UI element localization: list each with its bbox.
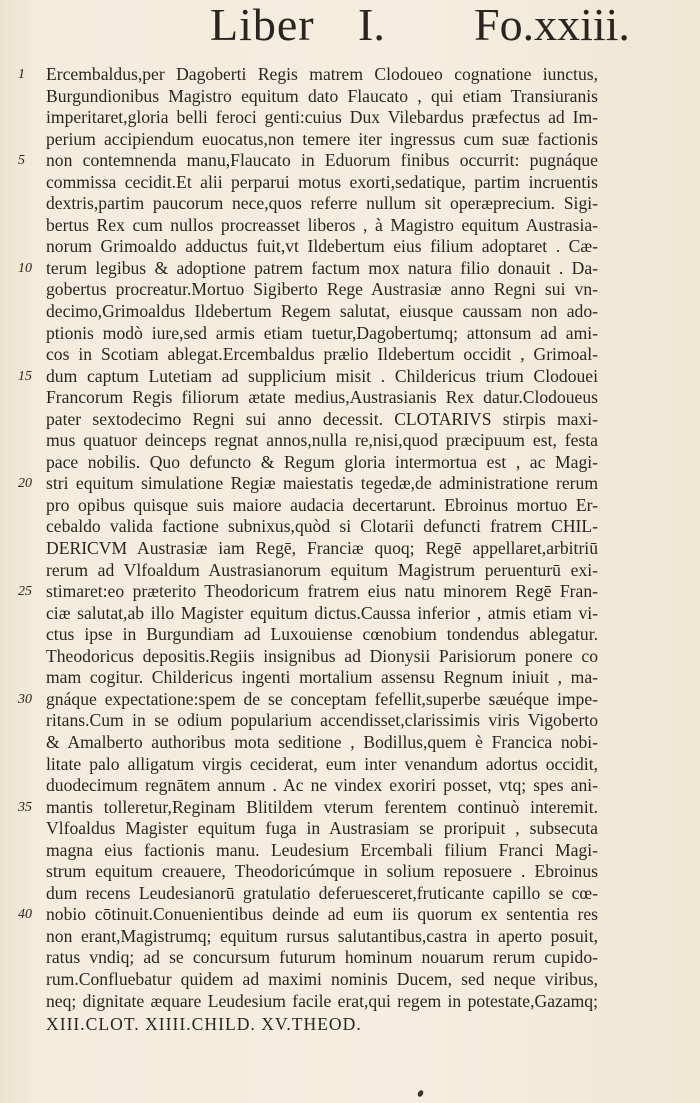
- line-text: Vlfoaldus Magister equitum fuga in Austrasiam se proripuit , subsecuta: [46, 818, 598, 839]
- line-text: duodecimum regnātem annum . Ac ne vindex exoriri posset, vtq; spes ani-: [46, 775, 598, 796]
- line-text: DERICVM Austrasiæ iam Regē, Franciæ quoq; Regē appellaret,arbitriū: [46, 538, 598, 559]
- text-line: [0, 689, 700, 711]
- line-text: ratus vndiq; ad se concursum futurum hominum nouarum rerum cupido-: [46, 947, 598, 968]
- line-text: mus quatuor deinceps regnat annos,nulla re,nisi,quod præcipuum est, festa: [46, 430, 598, 451]
- line-number: 1: [18, 67, 25, 82]
- line-number: 25: [18, 584, 32, 600]
- text-line: [0, 991, 700, 1013]
- line-text: magna eius factionis manu. Leudesium Ercembali filium Franci Magi-: [46, 839, 598, 860]
- text-line: [0, 861, 700, 883]
- text-line: [0, 904, 700, 926]
- line-text: gobertus procreatur.Mortuo Sigiberto Rege Austrasiæ anno Regni sui vn-: [46, 279, 598, 300]
- line-number: 5: [18, 153, 25, 169]
- text-line: [0, 883, 700, 905]
- line-text: dum captum Lutetiam ad supplicium misit . Childericus trium Clodouei: [46, 365, 598, 386]
- text-line: [0, 86, 700, 108]
- text-line: [0, 107, 700, 129]
- line-text: ciæ salutat,ab illo Magister equitum dictus.Caussa inferior , atmis etiam vi-: [46, 602, 598, 623]
- footer-text: XIII.CLOT. XIIII.CHILD. XV.THEOD.: [46, 1014, 362, 1035]
- line-number: 40: [18, 907, 32, 923]
- line-text: pater sextodecimo Regni sui anno decessit. CLOTARIVS stirpis maxi-: [46, 408, 598, 429]
- line-text: dextris,partim paucorum nece,quos referre nullum sit operæprecium. Sigi-: [46, 193, 598, 214]
- text-line: [0, 581, 700, 603]
- line-text: ritans.Cum in se odium popularium accendisset,clarissimis viris Vigoberto: [46, 710, 598, 731]
- line-text: litate palo alligatum virgis ceciderat, eum inter venandum adortus occidit,: [46, 753, 598, 774]
- text-line: [0, 452, 700, 474]
- line-text: pro opibus quisque suis maiore audacia decertarunt. Ebroinus mortuo Er-: [46, 494, 598, 515]
- line-number: 35: [18, 799, 32, 815]
- text-line: [0, 129, 700, 151]
- text-line: [0, 840, 700, 862]
- text-line: [0, 560, 700, 582]
- line-text: non contemnenda manu,Flaucato in Eduorum finibus occurrit: pugnáque: [46, 150, 598, 171]
- text-line: [0, 344, 700, 366]
- line-text: dum recens Leudesianorū gratulatio deferuesceret,fruticante capillo se cœ-: [46, 882, 598, 903]
- line-text: ptionis modò iure,sed armis etiam tuetur,Dagobertumq; attonsum ad ami-: [46, 322, 598, 343]
- line-text: bertus Rex cum nullos procreasset liberos , à Magistro equitum Austrasia-: [46, 214, 598, 235]
- text-line: [0, 387, 700, 409]
- line-text: Theodoricus depositis.Regiis insignibus ad Dionysii Parisiorum ponere co: [46, 645, 598, 666]
- line-number: 15: [18, 368, 32, 384]
- text-line: [0, 193, 700, 215]
- line-text: non erant,Magistrumq; equitum rursus salutantibus,castra in aperto posuit,: [46, 925, 598, 946]
- line-text: decimo,Grimoaldus Ildebertum Regem salutat, eiusque caussam non ado-: [46, 301, 598, 322]
- footer-reign-note: [0, 1012, 700, 1036]
- text-line: [0, 969, 700, 991]
- line-text: Francorum Regis filiorum ætate medius,Austrasianis Rex datur.Clodoueus: [46, 387, 598, 408]
- line-text: norum Grimoaldo adductus fuit,vt Ildebertum eius filium adoptaret . Cæ-: [46, 236, 598, 257]
- text-line: [0, 754, 700, 776]
- line-text: cebaldo valida factione subnixus,quòd si Clotarii defuncti fratrem CHIL-: [46, 516, 598, 537]
- text-line: [0, 732, 700, 754]
- text-line: [0, 409, 700, 431]
- text-line: [0, 64, 700, 86]
- line-text: Ercembaldus,per Dagoberti Regis matrem Clodoueo cognatione iunctus,: [46, 64, 598, 84]
- text-line: [0, 473, 700, 495]
- line-text: gnáque expectatione:spem de se conceptam fefellit,superbe sæuéque impe-: [46, 688, 598, 709]
- line-text: commissa cecidit.Et alii perparui motus exorti,sedatique, partim incruentis: [46, 171, 598, 192]
- line-text: ctus ipse in Burgundiam ad Luxouiense cœnobium tondendus ablegatur.: [46, 624, 598, 645]
- line-text: imperitaret,gloria belli feroci genti:cuius Dux Vilebardus præfectus ad Im-: [46, 107, 598, 128]
- text-line: [0, 775, 700, 797]
- text-line: [0, 495, 700, 517]
- text-line: [0, 797, 700, 819]
- line-number: 10: [18, 260, 32, 276]
- text-line: [0, 667, 700, 689]
- text-line: [0, 926, 700, 948]
- line-text: neq; dignitate æquare Leudesium facile erat,qui regem in potestate,Gazamq;: [46, 990, 598, 1011]
- text-line: [0, 624, 700, 646]
- text-line: [0, 258, 700, 280]
- line-text: rerum ad Vlfoaldum Austrasianorum equitum Magistrum peruenturū exi-: [46, 559, 598, 580]
- line-text: & Amalberto authoribus mota seditione , Bodillus,quem è Francica nobi-: [46, 731, 598, 752]
- text-line: [0, 323, 700, 345]
- text-line: [0, 279, 700, 301]
- line-text: stimaret:eo præterito Theodoricum fratrem eius natu minorem Regē Fran-: [46, 581, 598, 602]
- text-line: [0, 538, 700, 560]
- line-text: Burgundionibus Magistro equitum dato Flaucato , qui etiam Transiuranis: [46, 85, 598, 106]
- line-text: pace nobilis. Quo defuncto & Regum gloria intermortua est , ac Magi-: [46, 451, 598, 472]
- running-header: [0, 0, 700, 58]
- line-number: 30: [18, 691, 32, 707]
- text-line: [0, 947, 700, 969]
- ink-mark: [417, 1089, 425, 1098]
- text-line: [0, 516, 700, 538]
- line-text: strum equitum creauere, Theodoricúmque in solium reposuere . Ebroinus: [46, 861, 598, 882]
- line-text: nobio cōtinuit.Conuenientibus deinde ad eum iis quorum ex sententia res: [46, 904, 598, 925]
- text-line: [0, 172, 700, 194]
- text-line: [0, 646, 700, 668]
- text-line: [0, 150, 700, 172]
- text-line: [0, 710, 700, 732]
- line-text: mam cogitur. Childericus ingenti mortalium assensu Regnum iniuit , ma-: [46, 667, 598, 688]
- header-book-number: I.: [358, 0, 385, 50]
- text-line: [0, 603, 700, 625]
- header-folio: Fo.xxiii.: [474, 0, 630, 50]
- header-liber: Liber: [210, 0, 315, 50]
- line-text: perium accipiendum euocatus,non temere iter ingressus cum suæ factionis: [46, 128, 598, 149]
- text-line: [0, 430, 700, 452]
- text-line: [0, 236, 700, 258]
- text-line: [0, 366, 700, 388]
- text-line: [0, 301, 700, 323]
- line-text: terum legibus & adoptione patrem factum mox natura filio donauit . Da-: [46, 257, 598, 278]
- body-text: [0, 64, 700, 1036]
- line-number: 20: [18, 476, 32, 492]
- text-line: [0, 215, 700, 237]
- text-line: [0, 818, 700, 840]
- line-text: stri equitum simulatione Regiæ maiestatis tegedæ,de administratione rerum: [46, 473, 598, 494]
- line-text: rum.Confluebatur quidem ad maximi nominis Ducem, sed neque viribus,: [46, 968, 598, 989]
- line-text: mantis tolleretur,Reginam Blitildem vterum ferentem continuò interemit.: [46, 796, 598, 817]
- line-text: cos in Scotiam ablegat.Ercembaldus prælio Ildebertum occidit , Grimoal-: [46, 344, 598, 365]
